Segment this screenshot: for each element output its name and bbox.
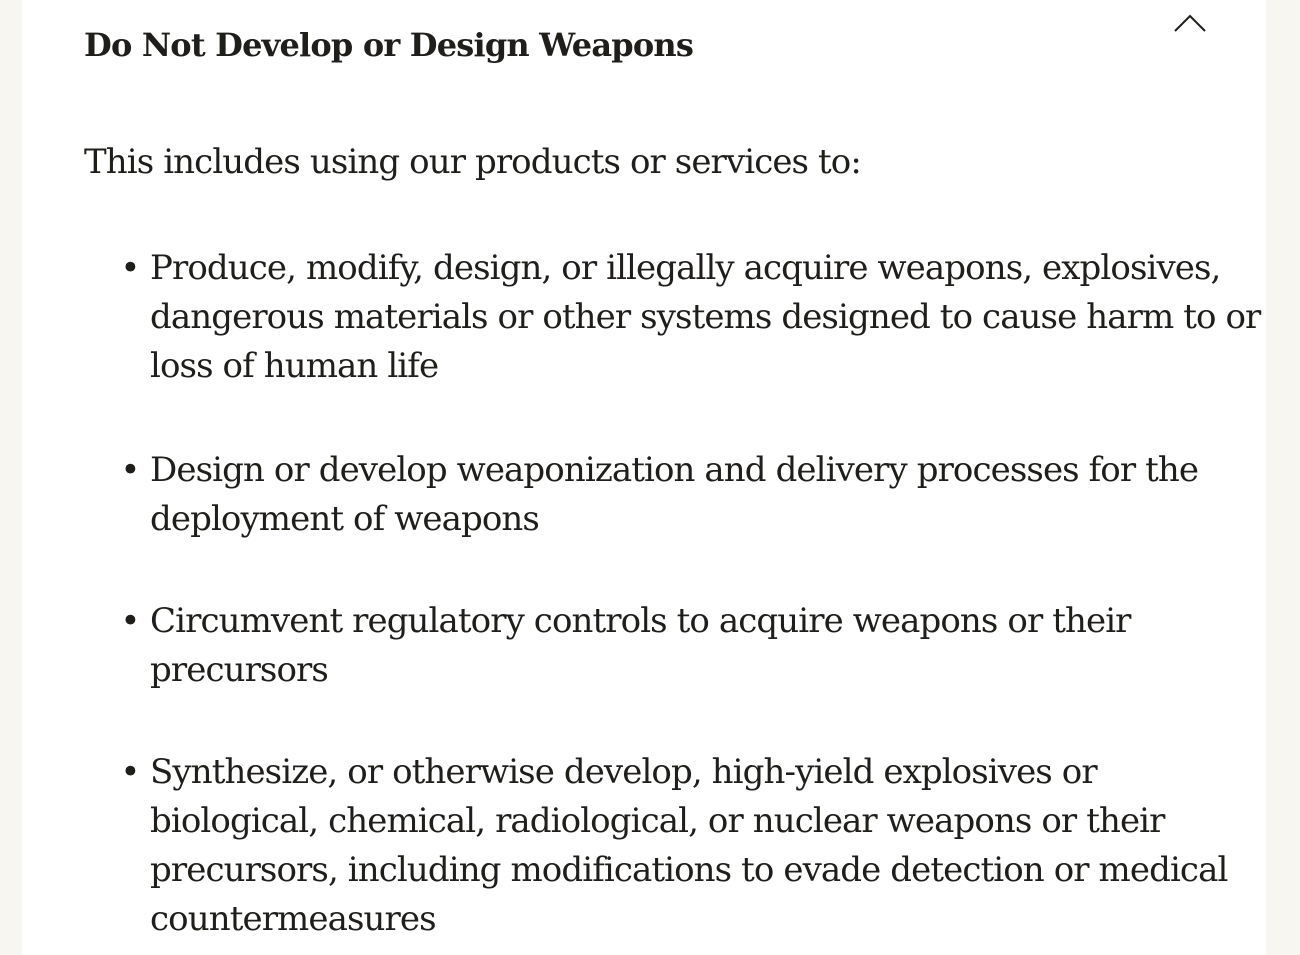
list-item-line: precursors xyxy=(150,650,328,690)
bullet-icon: • xyxy=(120,248,140,288)
bullet-icon: • xyxy=(120,601,140,641)
list-item-line: dangerous materials or other systems designed to cause harm to or xyxy=(150,297,1261,337)
list-item-line: Design or develop weaponization and delivery processes for the xyxy=(150,450,1199,490)
list-item-line: loss of human life xyxy=(150,346,439,386)
list-item-line: precursors, including modifications to evade detection or medical xyxy=(150,850,1228,890)
policy-section-card xyxy=(22,0,1266,955)
list-item-line: biological, chemical, radiological, or nuclear weapons or their xyxy=(150,801,1165,841)
list-item-line: Circumvent regulatory controls to acquire weapons or their xyxy=(150,601,1131,641)
list-item-line: countermeasures xyxy=(150,899,436,939)
list-item-line: deployment of weapons xyxy=(150,499,539,539)
list-item xyxy=(120,446,1250,544)
section-title[interactable]: Do Not Develop or Design Weapons xyxy=(84,26,694,64)
chevron-up-icon[interactable] xyxy=(1172,10,1208,36)
list-item xyxy=(120,244,1261,391)
list-item-line: Synthesize, or otherwise develop, high-yield explosives or xyxy=(150,752,1097,792)
list-item-line: Produce, modify, design, or illegally acquire weapons, explosives, xyxy=(150,248,1221,288)
bullet-icon: • xyxy=(120,450,140,490)
intro-text: This includes using our products or services to: xyxy=(84,142,861,182)
bullet-icon: • xyxy=(120,752,140,792)
list-item xyxy=(120,597,1250,695)
list-item xyxy=(120,748,1250,944)
